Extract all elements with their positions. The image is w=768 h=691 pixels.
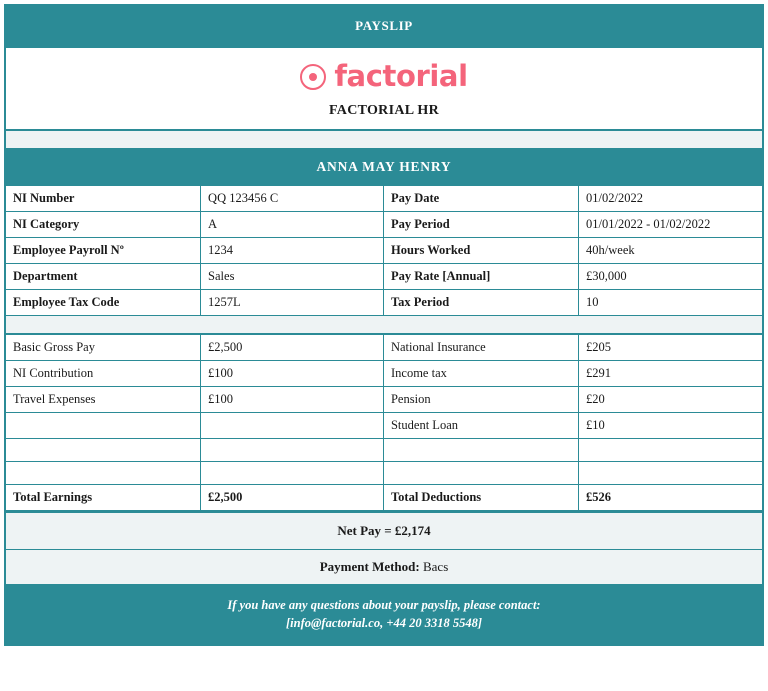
basic-gross-pay-label: Basic Gross Pay [6,335,201,360]
income-tax-label: Income tax [384,361,579,386]
empty-value-2 [201,439,384,461]
income-tax-value: £291 [586,366,612,380]
tax-period-label: Tax Period [384,290,579,315]
empty-value-1 [201,413,384,438]
table-row [6,462,762,485]
employee-tax-code-value: 1257L [201,290,384,315]
hours-worked-label: Hours Worked [384,238,579,263]
pension-value: £20 [586,392,605,406]
empty-label-3 [384,439,579,461]
ni-category-label: NI Category [6,212,201,237]
payment-method [6,550,762,586]
empty-label-4 [6,462,201,484]
employee-payroll-no-value: 1234 [201,238,384,263]
total-deductions-value: £526 [586,490,612,504]
total-earnings-label: Total Earnings [6,485,201,510]
footer-line-1: If you have any questions about your payslip, please contact: [227,598,541,612]
travel-expenses-label: Travel Expenses [6,387,201,412]
empty-value-4 [201,462,384,484]
basic-gross-pay-value: £2,500 [201,335,384,360]
student-loan-label: Student Loan [384,413,579,438]
company-header [6,48,762,131]
footer-line-2: [info@factorial.co, +44 20 3318 5548] [286,616,482,631]
hours-worked-value: 40h/week [586,243,635,257]
company-name: FACTORIAL HR [328,103,440,118]
employee-payroll-no-label: Employee Payroll Nº [6,238,201,263]
empty-value-3 [579,439,762,461]
table-row [6,238,762,264]
factorial-circle-icon [300,64,326,90]
brand-logo [6,59,762,93]
pay-period-value: 01/01/2022 - 01/02/2022 [586,217,711,231]
total-earnings-value: £2,500 [201,485,384,510]
pension-label: Pension [384,387,579,412]
pay-rate-label: Pay Rate [Annual] [384,264,579,289]
ni-number-value: QQ 123456 C [201,186,384,211]
table-row [6,212,762,238]
travel-expenses-value: £100 [201,387,384,412]
ni-contribution-value: £100 [201,361,384,386]
department-value: Sales [201,264,384,289]
national-insurance-label: National Insurance [384,335,579,360]
tax-period-value: 10 [586,295,599,309]
table-row [6,439,762,462]
total-deductions-label: Total Deductions [384,485,579,510]
national-insurance-value: £205 [586,340,612,354]
net-pay: Net Pay = £2,174 [6,511,762,550]
employee-tax-code-label: Employee Tax Code [6,290,201,315]
department-label: Department [6,264,201,289]
table-row [6,387,762,413]
employee-name-band: ANNA MAY HENRY [6,150,762,186]
table-row [6,264,762,290]
empty-label-2 [6,439,201,461]
payslip-document [4,4,764,646]
student-loan-value: £10 [586,418,605,432]
empty-label-1 [6,413,201,438]
pay-rate-value: £30,000 [586,269,627,283]
page-title: PAYSLIP [6,6,762,48]
ni-number-label: NI Number [6,186,201,211]
table-row [6,290,762,316]
totals-row [6,485,762,511]
table-row [6,361,762,387]
payment-method-value: Bacs [422,559,449,574]
pay-period-label: Pay Period [384,212,579,237]
section-divider-top [6,131,762,150]
table-row [6,186,762,212]
brand-wordmark: factorial [334,59,468,93]
ni-contribution-label: NI Contribution [6,361,201,386]
payment-method-label: Payment Method: [319,559,420,574]
empty-value-5 [579,462,762,484]
table-row [6,335,762,361]
footer-contact [6,586,762,644]
pay-date-value: 01/02/2022 [586,191,643,205]
table-row [6,413,762,439]
pay-date-label: Pay Date [384,186,579,211]
empty-label-5 [384,462,579,484]
ni-category-value: A [201,212,384,237]
section-divider-middle [6,316,762,335]
